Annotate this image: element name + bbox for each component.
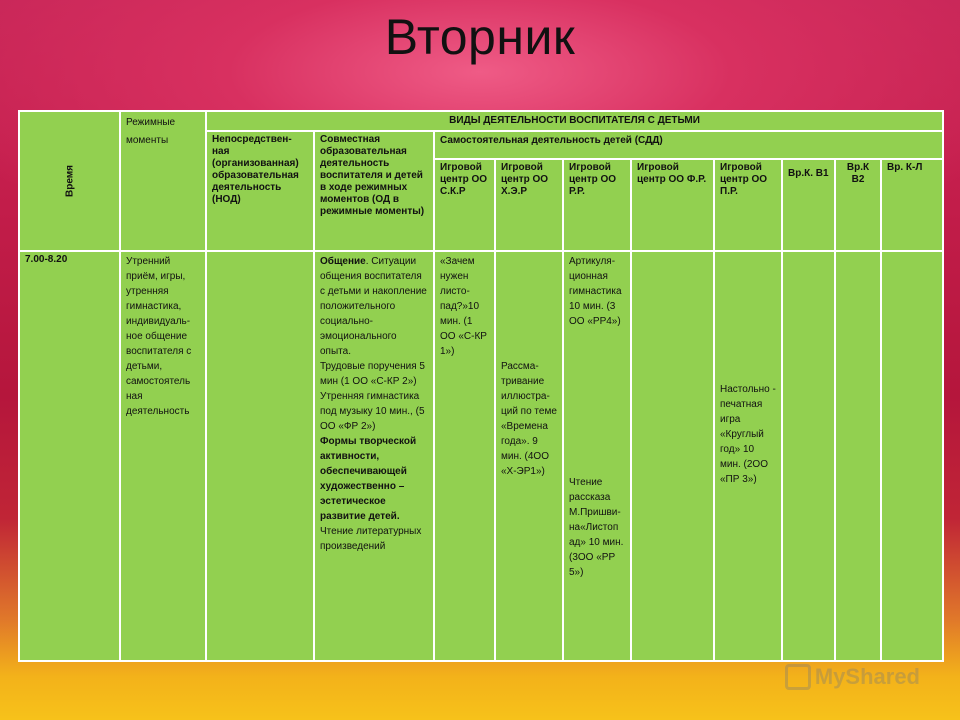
row-vr-v1 [782, 251, 835, 661]
joint-creative-heading: Формы творческой активности, обеспечивающей художественно – эстетическое развитие детей. [320, 436, 417, 522]
watermark [785, 664, 920, 690]
header-independent: Самостоятельная деятельность детей (СДД) [434, 131, 943, 159]
row-time: 7.00-8.20 [19, 251, 120, 661]
header-center-fr: Игровой центр ОО Ф.Р. [631, 159, 714, 251]
joint-reading-text: Чтение литературных произведений [320, 526, 422, 552]
row-nod [206, 251, 314, 661]
header-center-rr: Игровой центр ОО Р.Р. [563, 159, 631, 251]
rr-articulation-text: Артикуля-ционная гимнастика 10 мин. (3 ОО «РР4») [569, 256, 622, 327]
schedule-table [18, 110, 944, 662]
header-activities: ВИДЫ ДЕЯТЕЛЬНОСТИ ВОСПИТАТЕЛЯ С ДЕТЬМИ [206, 111, 943, 131]
slide-title: Вторник [384, 9, 576, 65]
row-vr-kl [881, 251, 943, 661]
header-vr-v1: Вр.К. В1 [782, 159, 835, 251]
watermark-logo-icon [785, 664, 811, 690]
row-center-fr [631, 251, 714, 661]
joint-communication-text: . Ситуации общения воспитателя с детьми и накопление положительного социально-эмоционального опыта. [320, 256, 427, 357]
header-center-skr: Игровой центр ОО С.К.Р [434, 159, 495, 251]
row-center-skr: «Зачем нужен листо-пад?»10 мин. (1 ОО «С-КР 1») [434, 251, 495, 661]
row-regime: Утренний приём, игры, утренняя гимнастика, индивидуаль-ное общение воспитателя с детьми, самостоятель ная деятельность [120, 251, 206, 661]
schedule-table-wrapper [18, 110, 942, 662]
joint-labor-text: Трудовые поручения 5 мин (1 ОО «С-КР 2») [320, 361, 425, 387]
row-vr-v2 [835, 251, 881, 661]
header-center-pr: Игровой центр ОО П.Р. [714, 159, 782, 251]
header-vr-kl: Вр. К-Л [881, 159, 943, 251]
joint-communication-heading: Общение [320, 256, 366, 267]
watermark-text: MyShared [814, 664, 920, 689]
header-time: Время [64, 165, 75, 197]
rr-reading-text: Чтение рассказа М.Пришви-на«Листоп ад» 10 мин. (3ОО «РР 5») [569, 477, 624, 578]
header-joint: Совместная образовательная деятельность воспитателя и детей в ходе режимных моментов (ОД в режимные моменты) [314, 131, 434, 251]
row-center-pr: Настольно - печатная игра «Круглый год» 10 мин. (2ОО «ПР 3») [714, 251, 782, 661]
table-row [19, 251, 943, 661]
row-joint [314, 251, 434, 661]
header-nod: Непосредствен-ная (организованная) образовательная деятельность (НОД) [206, 131, 314, 251]
joint-gymnastics-text: Утренняя гимнастика под музыку 10 мин., (5 ОО «ФР 2») [320, 391, 425, 432]
row-center-her: Рассма-тривание иллюстра-ций по теме «Времена года». 9 мин. (4ОО «Х-ЭР1») [495, 251, 563, 661]
header-center-her: Игровой центр ОО Х.Э.Р [495, 159, 563, 251]
header-vr-v2: Вр.К В2 [835, 159, 881, 251]
row-center-rr [563, 251, 631, 661]
header-regime: Режимные моменты [120, 111, 206, 251]
header-time-cell [19, 111, 120, 251]
